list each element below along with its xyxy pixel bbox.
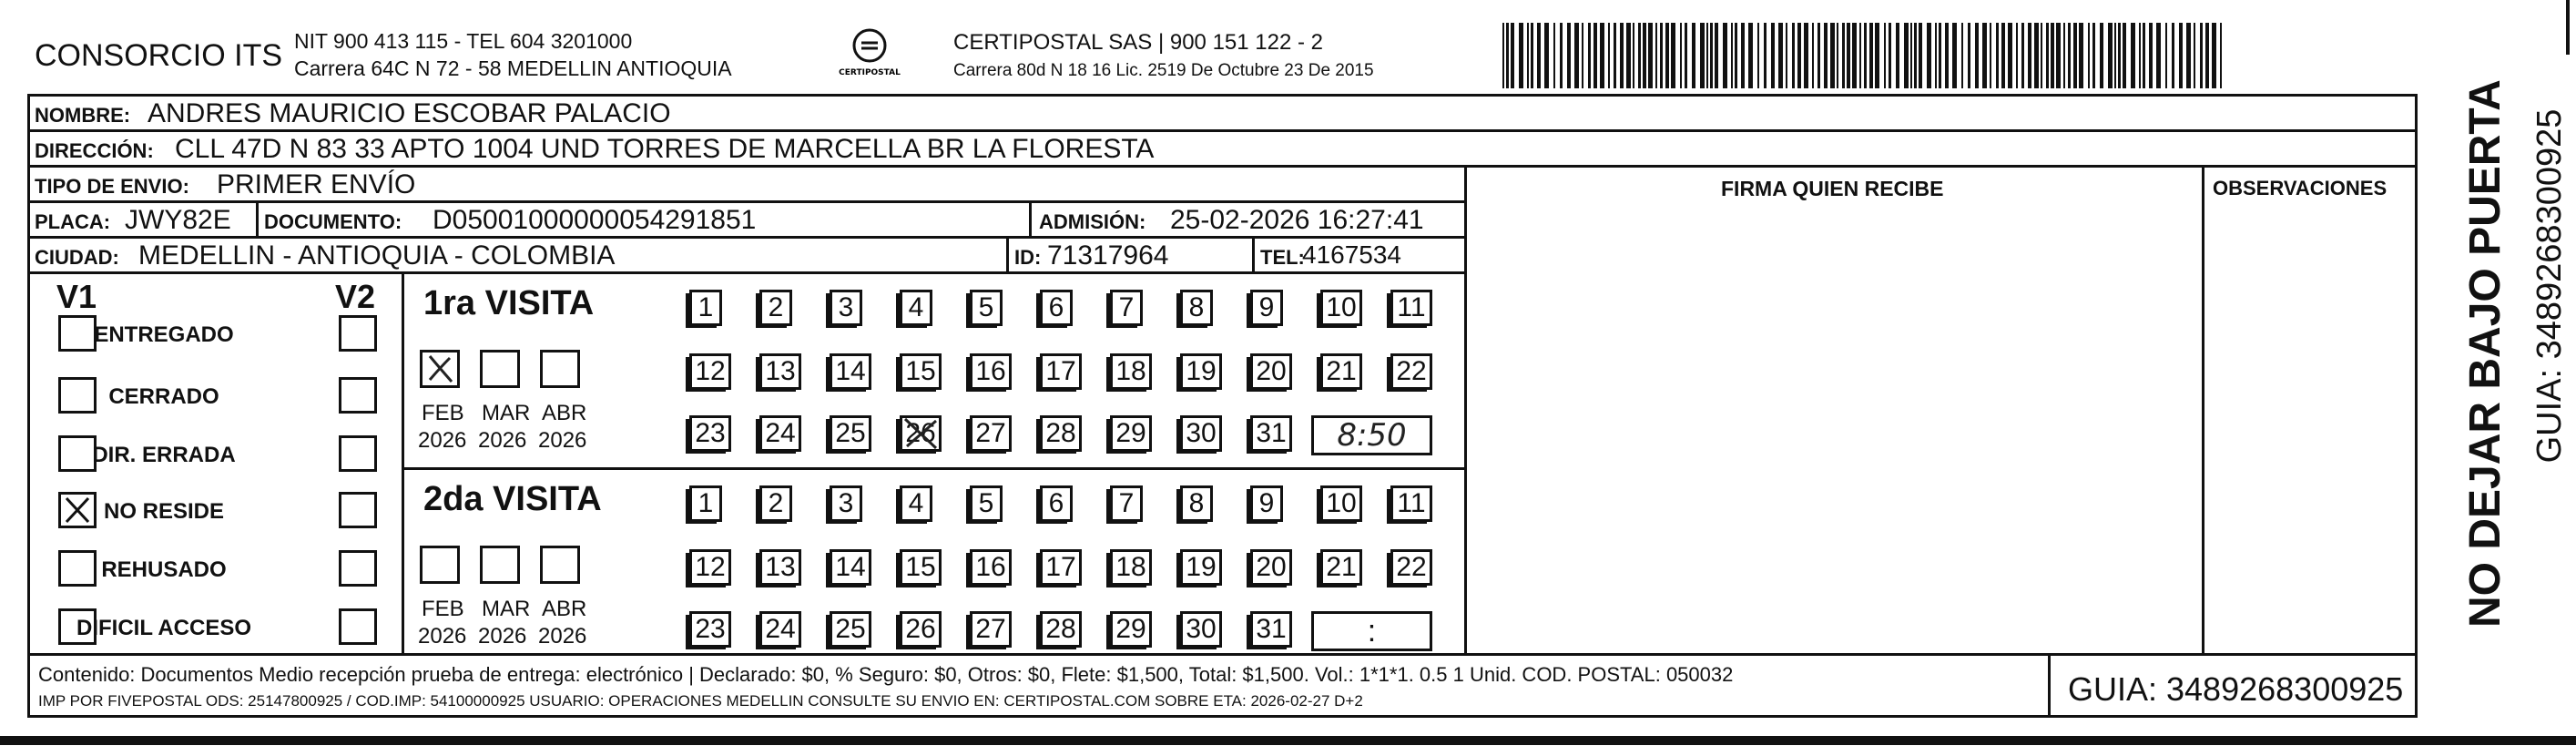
day-box[interactable]: 31: [1250, 611, 1292, 648]
day-box[interactable]: 22: [1390, 549, 1432, 586]
day-box[interactable]: 2: [759, 290, 792, 326]
day-box[interactable]: 6: [1040, 485, 1073, 522]
admision-label: ADMISIÓN:: [1039, 210, 1146, 233]
day-box[interactable]: 21: [1320, 549, 1362, 586]
footer-line2: IMP POR FIVEPOSTAL ODS: 25147800925 / COD.IMP: 54100000925 USUARIO: OPERACIONES MEDELLIN CONSULTE SU ENVIO EN: CERTIPOSTAL.COM SOBRE ETA: 2026-02-27 D+2: [38, 692, 1363, 710]
company-name: CONSORCIO ITS: [35, 38, 283, 73]
month-checkbox[interactable]: [420, 350, 460, 388]
v2-label: V2: [335, 278, 376, 315]
documento-label: DOCUMENTO:: [264, 210, 402, 233]
month-label: ABR: [542, 401, 587, 425]
month-label: FEB: [422, 401, 464, 425]
status-v2-checkbox[interactable]: [339, 550, 377, 587]
day-box[interactable]: 5: [970, 290, 1003, 326]
tel-label: TEL:: [1260, 246, 1305, 269]
day-box[interactable]: 9: [1250, 485, 1283, 522]
day-box[interactable]: 15: [900, 353, 942, 390]
month-year-label: 2026: [538, 624, 587, 649]
nombre-value: ANDRES MAURICIO ESCOBAR PALACIO: [148, 98, 671, 128]
status-v2-checkbox[interactable]: [339, 315, 377, 352]
day-box[interactable]: 29: [1110, 415, 1152, 452]
barcode: [1502, 23, 2231, 88]
time-box[interactable]: [1311, 611, 1432, 651]
day-box[interactable]: 3: [830, 290, 862, 326]
tipo-envio-value: PRIMER ENVÍO: [217, 169, 416, 199]
certipostal-logo: [833, 27, 906, 86]
time-value: :: [1367, 613, 1377, 649]
day-box[interactable]: 13: [759, 353, 801, 390]
day-box[interactable]: 11: [1390, 290, 1432, 326]
month-label: MAR: [482, 597, 531, 621]
status-label: DIR. ERRADA: [92, 443, 236, 467]
month-checkbox[interactable]: [540, 546, 580, 584]
status-label: REHUSADO: [101, 557, 227, 582]
day-box[interactable]: 6: [1040, 290, 1073, 326]
time-value: 8:50: [1337, 417, 1407, 454]
day-box[interactable]: 10: [1320, 290, 1362, 326]
ciudad-label: CIUDAD:: [35, 246, 119, 269]
month-checkbox[interactable]: [420, 546, 460, 584]
day-box[interactable]: 15: [900, 549, 942, 586]
day-box[interactable]: 16: [970, 353, 1012, 390]
day-box[interactable]: 18: [1110, 353, 1152, 390]
day-box[interactable]: 17: [1040, 353, 1082, 390]
id-label: ID:: [1014, 246, 1042, 269]
day-box[interactable]: 26: [900, 415, 942, 452]
observaciones-header: OBSERVACIONES: [2213, 177, 2388, 199]
day-box[interactable]: 8: [1180, 485, 1213, 522]
month-year-label: 2026: [478, 624, 527, 649]
nombre-label: NOMBRE:: [35, 104, 131, 127]
day-box[interactable]: 24: [759, 611, 801, 648]
day-box[interactable]: 30: [1180, 415, 1222, 452]
day-mark: [900, 415, 942, 452]
month-label: MAR: [482, 401, 531, 425]
month-checkbox[interactable]: [480, 350, 520, 388]
day-box[interactable]: 17: [1040, 549, 1082, 586]
day-box[interactable]: 20: [1250, 549, 1292, 586]
day-box[interactable]: 19: [1180, 549, 1222, 586]
day-box[interactable]: 25: [830, 415, 871, 452]
month-year-label: 2026: [478, 428, 527, 453]
side-guia: GUIA: 3489268300925: [2530, 108, 2569, 464]
status-label: NO RESIDE: [103, 499, 225, 524]
day-box[interactable]: 8: [1180, 290, 1213, 326]
day-box[interactable]: 28: [1040, 611, 1082, 648]
day-box[interactable]: 19: [1180, 353, 1222, 390]
carrier-line1: CERTIPOSTAL SAS | 900 151 122 - 2: [953, 30, 1323, 55]
svg-text:CERTIPOSTAL: CERTIPOSTAL: [839, 68, 901, 77]
day-box[interactable]: 4: [900, 290, 932, 326]
direccion-value: CLL 47D N 83 33 APTO 1004 UND TORRES DE MARCELLA BR LA FLORESTA: [175, 134, 1155, 164]
day-box[interactable]: 31: [1250, 415, 1292, 452]
month-year-label: 2026: [538, 428, 587, 453]
day-box[interactable]: 26: [900, 611, 942, 648]
day-box[interactable]: 12: [689, 353, 731, 390]
id-value: 71317964: [1047, 240, 1169, 271]
day-box[interactable]: 1: [689, 290, 722, 326]
visit-title: 2da VISITA: [423, 480, 602, 518]
tel-value: 4167534: [1302, 240, 1402, 269]
day-box[interactable]: 28: [1040, 415, 1082, 452]
month-label: ABR: [542, 597, 587, 621]
day-box[interactable]: 27: [970, 611, 1012, 648]
admision-value: 25-02-2026 16:27:41: [1170, 205, 1424, 235]
no-dejar-warning: NO DEJAR BAJO PUERTA: [2461, 79, 2510, 628]
month-checkbox[interactable]: [540, 350, 580, 388]
day-box[interactable]: 29: [1110, 611, 1152, 648]
time-box[interactable]: [1311, 415, 1432, 455]
tipo-envio-label: TIPO DE ENVIO:: [35, 175, 189, 198]
day-box[interactable]: 1: [689, 485, 722, 522]
day-box[interactable]: 11: [1390, 485, 1432, 522]
status-v2-checkbox[interactable]: [339, 435, 377, 472]
month-checkbox[interactable]: [480, 546, 520, 584]
day-box[interactable]: 7: [1110, 290, 1143, 326]
day-box[interactable]: 27: [970, 415, 1012, 452]
placa-value: JWY82E: [125, 205, 231, 235]
day-box[interactable]: 18: [1110, 549, 1152, 586]
day-box[interactable]: 14: [830, 549, 871, 586]
day-box[interactable]: 2: [759, 485, 792, 522]
status-label: CERRADO: [108, 384, 219, 409]
day-box[interactable]: 12: [689, 549, 731, 586]
day-box[interactable]: 16: [970, 549, 1012, 586]
day-box[interactable]: 23: [689, 415, 731, 452]
status-label: DIFICIL ACCESO: [76, 616, 251, 640]
status-label: ENTREGADO: [94, 322, 234, 347]
header: [0, 0, 2576, 96]
footer-line1: Contenido: Documentos Medio recepción prueba de entrega: electrónico | Declarado: $0, % Seguro: $0, Otros: $0, Flete: $1,500, Total: $1,500. Vol.: 1*1*1. 0.5 1 Unid. COD. POSTAL: 050032: [38, 663, 1734, 686]
day-box[interactable]: 13: [759, 549, 801, 586]
company-line2: Carrera 64C N 72 - 58 MEDELLIN ANTIOQUIA: [294, 56, 732, 80]
side-text: [2422, 79, 2576, 638]
day-box[interactable]: 4: [900, 485, 932, 522]
v1-label: V1: [56, 278, 97, 315]
day-box[interactable]: 7: [1110, 485, 1143, 522]
day-box[interactable]: 21: [1320, 353, 1362, 390]
day-box[interactable]: 22: [1390, 353, 1432, 390]
footer-guia: GUIA: 3489268300925: [2068, 670, 2404, 708]
bottom-rule: [0, 736, 2576, 745]
ciudad-value: MEDELLIN - ANTIOQUIA - COLOMBIA: [138, 240, 616, 271]
day-box[interactable]: 5: [970, 485, 1003, 522]
day-box[interactable]: 3: [830, 485, 862, 522]
visit-title: 1ra VISITA: [423, 284, 595, 322]
day-box[interactable]: 14: [830, 353, 871, 390]
day-box[interactable]: 30: [1180, 611, 1222, 648]
status-v2-checkbox[interactable]: [339, 492, 377, 528]
documento-value: D05001000000054291851: [433, 205, 757, 235]
month-year-label: 2026: [418, 624, 467, 649]
status-v2-checkbox[interactable]: [339, 608, 377, 645]
direccion-label: DIRECCIÓN:: [35, 139, 154, 162]
month-label: FEB: [422, 597, 464, 621]
day-box[interactable]: 10: [1320, 485, 1362, 522]
company-line1: NIT 900 413 115 - TEL 604 3201000: [294, 29, 633, 53]
day-box[interactable]: 24: [759, 415, 801, 452]
day-box[interactable]: 20: [1250, 353, 1292, 390]
firma-header: FIRMA QUIEN RECIBE: [1721, 177, 1944, 200]
right-edge-rule: [2566, 0, 2570, 55]
status-v2-checkbox[interactable]: [339, 377, 377, 414]
day-box[interactable]: 25: [830, 611, 871, 648]
day-box[interactable]: 9: [1250, 290, 1283, 326]
month-year-label: 2026: [418, 428, 467, 453]
day-box[interactable]: 23: [689, 611, 731, 648]
placa-label: PLACA:: [35, 210, 111, 233]
carrier-line2: Carrera 80d N 18 16 Lic. 2519 De Octubre 23 De 2015: [953, 61, 1374, 80]
